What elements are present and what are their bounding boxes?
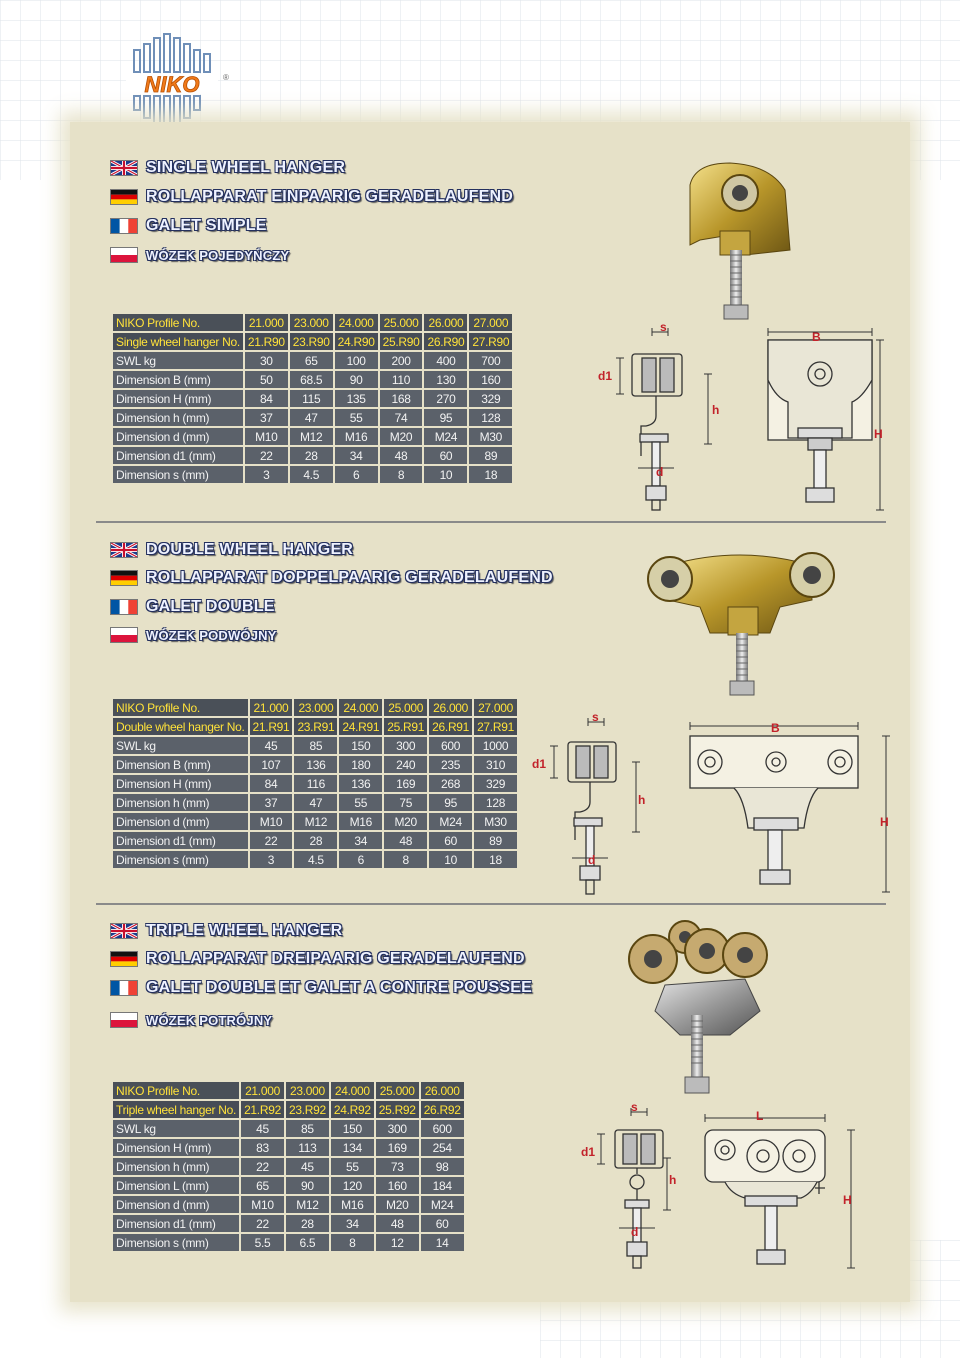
table-cell: 60 — [421, 1215, 464, 1232]
table-cell: 23.000 — [290, 314, 333, 331]
dim-label-s: s — [592, 712, 599, 724]
poland-flag-icon — [110, 627, 138, 643]
table-cell: 21.000 — [241, 1082, 284, 1099]
table-cell: M12 — [286, 1196, 329, 1213]
section-divider — [96, 521, 886, 523]
table-cell: M16 — [331, 1196, 374, 1213]
table-cell: 45 — [286, 1158, 329, 1175]
row-label: NIKO Profile No. — [113, 1082, 239, 1099]
table-cell: 329 — [474, 775, 517, 792]
table-cell: 6 — [335, 466, 378, 483]
registered-mark: ® — [223, 73, 229, 82]
row-label: Dimension h (mm) — [113, 409, 243, 426]
title-pl-double: WÓZEK PODWÓJNY — [110, 624, 277, 646]
poland-flag-icon — [110, 247, 138, 263]
uk-flag-icon — [110, 923, 138, 939]
row-label: SWL kg — [113, 1120, 239, 1137]
table-row — [113, 794, 517, 811]
dim-label-B: B — [771, 721, 780, 735]
table-cell: 34 — [331, 1215, 374, 1232]
table-cell: 310 — [474, 756, 517, 773]
dim-label-h: h — [669, 1173, 677, 1187]
table-cell: 110 — [380, 371, 423, 388]
section-divider — [96, 903, 886, 905]
dim-label-H: H — [843, 1193, 852, 1207]
triple-wheel-hanger-photo — [625, 915, 785, 1105]
table-cell: 21.R91 — [250, 718, 293, 735]
table-row — [113, 314, 512, 331]
table-cell: 48 — [380, 447, 423, 464]
table-cell: 37 — [250, 794, 293, 811]
table-cell: M30 — [474, 813, 517, 830]
table-cell: 4.5 — [290, 466, 333, 483]
france-flag-icon — [110, 218, 138, 234]
table-cell: 600 — [421, 1120, 464, 1137]
table-cell: 180 — [339, 756, 382, 773]
dim-label-d1: d1 — [581, 1145, 596, 1159]
table-cell: 24.R91 — [339, 718, 382, 735]
table-cell: 23.R92 — [286, 1101, 329, 1118]
table-cell: 89 — [469, 447, 512, 464]
row-label: Dimension d1 (mm) — [113, 1215, 239, 1232]
table-cell: 12 — [376, 1234, 419, 1251]
table-cell: 107 — [250, 756, 293, 773]
table-cell: 23.000 — [286, 1082, 329, 1099]
table-row — [113, 1177, 464, 1194]
table-cell: 68.5 — [290, 371, 333, 388]
table-row — [113, 333, 512, 350]
table-row — [113, 1158, 464, 1175]
table-row — [113, 1234, 464, 1251]
table-cell: 169 — [376, 1139, 419, 1156]
table-cell: 100 — [335, 352, 378, 369]
table-cell: M16 — [335, 428, 378, 445]
table-cell: 26.000 — [421, 1082, 464, 1099]
dim-label-H: H — [880, 815, 889, 829]
table-cell: 3 — [250, 851, 293, 868]
table-cell: 23.R90 — [290, 333, 333, 350]
table-cell: 23.R91 — [294, 718, 337, 735]
table-row — [113, 851, 517, 868]
table-cell: 8 — [380, 466, 423, 483]
row-label: Dimension h (mm) — [113, 1158, 239, 1175]
table-cell: 160 — [469, 371, 512, 388]
table-cell: 45 — [241, 1120, 284, 1137]
title-fr-triple: GALET DOUBLE ET GALET A CONTRE POUSSEE — [110, 977, 532, 999]
table-cell: 25.R91 — [384, 718, 427, 735]
table-cell: 48 — [384, 832, 427, 849]
dim-label-L: L — [756, 1109, 764, 1123]
title-de-single: ROLLAPPARAT EINPAARIG GERADELAUFEND — [110, 186, 513, 208]
triple-wheel-technical-drawing — [575, 1100, 875, 1275]
table-row — [113, 775, 517, 792]
dim-label-s: s — [631, 1100, 638, 1114]
spec-table-single — [111, 312, 514, 485]
table-cell: 14 — [421, 1234, 464, 1251]
table-cell: 65 — [241, 1177, 284, 1194]
row-label: Triple wheel hanger No. — [113, 1101, 239, 1118]
row-label: SWL kg — [113, 737, 248, 754]
table-cell: 25.000 — [384, 699, 427, 716]
table-row — [113, 428, 512, 445]
table-cell: 28 — [294, 832, 337, 849]
table-cell: 128 — [474, 794, 517, 811]
title-fr-double: GALET DOUBLE — [110, 596, 275, 618]
row-label: SWL kg — [113, 352, 243, 369]
table-cell: 47 — [290, 409, 333, 426]
row-label: Double wheel hanger No. — [113, 718, 248, 735]
table-row — [113, 813, 517, 830]
table-cell: M12 — [294, 813, 337, 830]
table-cell: 184 — [421, 1177, 464, 1194]
table-cell: 26.R92 — [421, 1101, 464, 1118]
table-cell: 73 — [376, 1158, 419, 1175]
table-cell: 85 — [294, 737, 337, 754]
table-row — [113, 447, 512, 464]
dim-label-d1: d1 — [598, 369, 613, 383]
table-cell: 24.000 — [331, 1082, 374, 1099]
table-cell: 30 — [245, 352, 288, 369]
table-cell: 21.000 — [250, 699, 293, 716]
uk-flag-icon — [110, 542, 138, 558]
table-row — [113, 371, 512, 388]
table-cell: M20 — [380, 428, 423, 445]
table-cell: 60 — [429, 832, 472, 849]
row-label: Dimension d (mm) — [113, 428, 243, 445]
table-cell: 130 — [424, 371, 467, 388]
table-cell: 10 — [424, 466, 467, 483]
table-cell: 84 — [250, 775, 293, 792]
dim-label-h: h — [638, 793, 646, 807]
table-cell: 95 — [429, 794, 472, 811]
table-row — [113, 1215, 464, 1232]
table-row — [113, 466, 512, 483]
row-label: Dimension d1 (mm) — [113, 832, 248, 849]
table-cell: 168 — [380, 390, 423, 407]
table-cell: M12 — [290, 428, 333, 445]
table-cell: 270 — [424, 390, 467, 407]
table-cell: 34 — [335, 447, 378, 464]
table-cell: 27.R91 — [474, 718, 517, 735]
row-label: Dimension d (mm) — [113, 813, 248, 830]
title-de-double: ROLLAPPARAT DOPPELPAARIG GERADELAUFEND — [110, 567, 553, 589]
dim-label-d1: d1 — [532, 757, 547, 771]
table-cell: M20 — [384, 813, 427, 830]
table-cell: 55 — [339, 794, 382, 811]
table-cell: 128 — [469, 409, 512, 426]
spec-table-triple — [111, 1080, 466, 1253]
poland-flag-icon — [110, 1012, 138, 1028]
row-label: Dimension B (mm) — [113, 371, 243, 388]
table-row — [113, 409, 512, 426]
table-cell: 84 — [245, 390, 288, 407]
table-row — [113, 737, 517, 754]
table-cell: 83 — [241, 1139, 284, 1156]
table-cell: 34 — [339, 832, 382, 849]
row-label: Dimension L (mm) — [113, 1177, 239, 1194]
table-row — [113, 1196, 464, 1213]
row-label: Dimension H (mm) — [113, 1139, 239, 1156]
title-de-triple: ROLLAPPARAT DREIPAARIG GERADELAUFEND — [110, 948, 525, 970]
table-cell: 22 — [241, 1158, 284, 1175]
table-cell: 28 — [290, 447, 333, 464]
table-cell: 25.000 — [380, 314, 423, 331]
table-cell: 47 — [294, 794, 337, 811]
table-cell: 116 — [294, 775, 337, 792]
dim-label-h: h — [712, 403, 720, 417]
table-cell: 90 — [335, 371, 378, 388]
table-cell: 25.R92 — [376, 1101, 419, 1118]
table-cell: 25.R90 — [380, 333, 423, 350]
row-label: Dimension s (mm) — [113, 851, 248, 868]
row-label: Dimension H (mm) — [113, 775, 248, 792]
table-cell: 55 — [335, 409, 378, 426]
table-cell: 21.000 — [245, 314, 288, 331]
table-cell: 37 — [245, 409, 288, 426]
table-cell: 22 — [245, 447, 288, 464]
dim-label-H: H — [874, 427, 883, 441]
table-cell: 26.R91 — [429, 718, 472, 735]
table-row — [113, 1101, 464, 1118]
table-cell: 26.000 — [424, 314, 467, 331]
table-cell: 113 — [286, 1139, 329, 1156]
title-en-triple: TRIPLE WHEEL HANGER — [110, 920, 342, 942]
table-cell: 150 — [331, 1120, 374, 1137]
dim-label-d: d — [656, 465, 664, 479]
double-wheel-hanger-photo — [640, 545, 840, 705]
title-pl-single: WÓZEK POJEDYŃCZY — [110, 244, 289, 266]
france-flag-icon — [110, 599, 138, 615]
table-cell: M24 — [424, 428, 467, 445]
table-row — [113, 832, 517, 849]
table-cell: 400 — [424, 352, 467, 369]
table-cell: 254 — [421, 1139, 464, 1156]
table-cell: M20 — [376, 1196, 419, 1213]
table-cell: 10 — [429, 851, 472, 868]
table-cell: 136 — [339, 775, 382, 792]
table-cell: 28 — [286, 1215, 329, 1232]
table-cell: 24.R90 — [335, 333, 378, 350]
dim-label-B: B — [812, 330, 821, 344]
table-cell: 21.R90 — [245, 333, 288, 350]
table-cell: 600 — [429, 737, 472, 754]
table-cell: 150 — [339, 737, 382, 754]
title-en-double: DOUBLE WHEEL HANGER — [110, 539, 353, 561]
row-label: Dimension h (mm) — [113, 794, 248, 811]
single-wheel-hanger-photo — [670, 155, 810, 335]
table-cell: 27.R90 — [469, 333, 512, 350]
table-cell: 55 — [331, 1158, 374, 1175]
table-cell: 24.000 — [339, 699, 382, 716]
table-cell: 700 — [469, 352, 512, 369]
table-cell: 65 — [290, 352, 333, 369]
table-cell: 18 — [474, 851, 517, 868]
table-cell: 300 — [376, 1120, 419, 1137]
title-fr-single: GALET SIMPLE — [110, 215, 267, 237]
row-label: Dimension d (mm) — [113, 1196, 239, 1213]
table-cell: 136 — [294, 756, 337, 773]
table-cell: 268 — [429, 775, 472, 792]
table-cell: 235 — [429, 756, 472, 773]
table-cell: 8 — [331, 1234, 374, 1251]
row-label: NIKO Profile No. — [113, 699, 248, 716]
logo-text: NIKO — [144, 72, 200, 97]
table-cell: 25.000 — [376, 1082, 419, 1099]
table-cell: 329 — [469, 390, 512, 407]
table-cell: 22 — [250, 832, 293, 849]
row-label: Dimension s (mm) — [113, 1234, 239, 1251]
table-cell: 134 — [331, 1139, 374, 1156]
table-cell: 4.5 — [294, 851, 337, 868]
table-cell: 120 — [331, 1177, 374, 1194]
row-label: NIKO Profile No. — [113, 314, 243, 331]
table-cell: 169 — [384, 775, 427, 792]
table-cell: 60 — [424, 447, 467, 464]
table-cell: M16 — [339, 813, 382, 830]
title-en-single: SINGLE WHEEL HANGER — [110, 157, 345, 179]
table-row — [113, 1139, 464, 1156]
france-flag-icon — [110, 980, 138, 996]
table-cell: 21.R92 — [241, 1101, 284, 1118]
table-cell: 26.R90 — [424, 333, 467, 350]
table-cell: 90 — [286, 1177, 329, 1194]
table-cell: 26.000 — [429, 699, 472, 716]
table-cell: 115 — [290, 390, 333, 407]
table-cell: 5.5 — [241, 1234, 284, 1251]
table-cell: 200 — [380, 352, 423, 369]
table-cell: M10 — [245, 428, 288, 445]
germany-flag-icon — [110, 951, 138, 967]
table-cell: 89 — [474, 832, 517, 849]
spec-table-double — [111, 697, 519, 870]
row-label: Dimension s (mm) — [113, 466, 243, 483]
table-cell: M10 — [241, 1196, 284, 1213]
table-cell: 18 — [469, 466, 512, 483]
table-cell: 300 — [384, 737, 427, 754]
table-cell: M24 — [421, 1196, 464, 1213]
title-pl-triple: WÓZEK POTRÓJNY — [110, 1009, 272, 1031]
table-cell: 3 — [245, 466, 288, 483]
germany-flag-icon — [110, 189, 138, 205]
table-cell: 6.5 — [286, 1234, 329, 1251]
table-cell: 6 — [339, 851, 382, 868]
dim-label-d: d — [588, 853, 596, 867]
table-cell: 27.000 — [469, 314, 512, 331]
table-row — [113, 699, 517, 716]
row-label: Single wheel hanger No. — [113, 333, 243, 350]
table-cell: 98 — [421, 1158, 464, 1175]
table-cell: 24.000 — [335, 314, 378, 331]
table-row — [113, 1120, 464, 1137]
table-cell: 8 — [384, 851, 427, 868]
table-row — [113, 352, 512, 369]
uk-flag-icon — [110, 160, 138, 176]
table-cell: 240 — [384, 756, 427, 773]
table-cell: 85 — [286, 1120, 329, 1137]
table-cell: M24 — [429, 813, 472, 830]
germany-flag-icon — [110, 570, 138, 586]
table-cell: 27.000 — [474, 699, 517, 716]
table-cell: 50 — [245, 371, 288, 388]
row-label: Dimension B (mm) — [113, 756, 248, 773]
table-cell: 23.000 — [294, 699, 337, 716]
table-cell: 48 — [376, 1215, 419, 1232]
table-cell: 24.R92 — [331, 1101, 374, 1118]
table-cell: M30 — [469, 428, 512, 445]
table-cell: 22 — [241, 1215, 284, 1232]
table-cell: 135 — [335, 390, 378, 407]
table-cell: 95 — [424, 409, 467, 426]
table-cell: 74 — [380, 409, 423, 426]
table-row — [113, 718, 517, 735]
table-row — [113, 1082, 464, 1099]
table-cell: 45 — [250, 737, 293, 754]
table-cell: 1000 — [474, 737, 517, 754]
double-wheel-technical-drawing — [528, 712, 900, 902]
table-row — [113, 756, 517, 773]
table-cell: 160 — [376, 1177, 419, 1194]
dim-label-d: d — [631, 1225, 639, 1239]
table-row — [113, 390, 512, 407]
table-cell: 75 — [384, 794, 427, 811]
single-wheel-technical-drawing — [590, 320, 900, 520]
row-label: Dimension H (mm) — [113, 390, 243, 407]
table-cell: M10 — [250, 813, 293, 830]
row-label: Dimension d1 (mm) — [113, 447, 243, 464]
dim-label-s: s — [660, 320, 667, 334]
